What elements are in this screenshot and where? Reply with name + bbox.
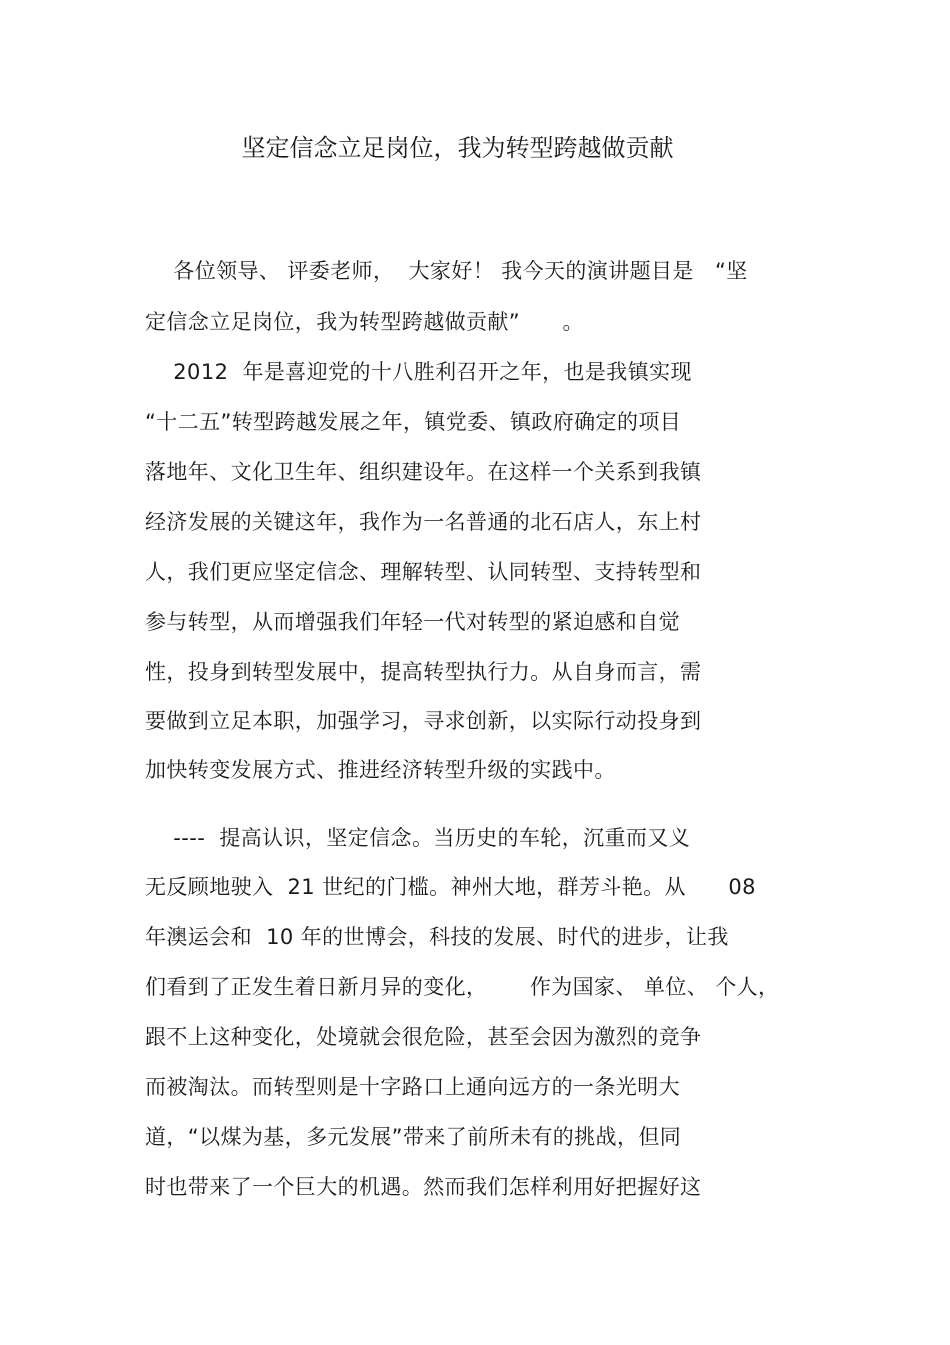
paragraph-line: 各位领导、 评委老师， 大家好！ 我今天的演讲题目是 “坚 xyxy=(145,259,748,283)
paragraph-line: 要做到立足本职，加强学习，寻求创新，以实际行动投身到 xyxy=(145,709,702,733)
paragraph-line: 加快转变发展方式、推进经济转型升级的实践中。 xyxy=(145,758,616,782)
paragraph-line: 而被淘汰。而转型则是十字路口上通向远方的一条光明大 xyxy=(145,1075,680,1099)
paragraph-line: 跟不上这种变化，处境就会很危险，甚至会因为激烈的竞争 xyxy=(145,1025,702,1049)
paragraph-line: 们看到了正发生着日新月异的变化， 作为国家、 单位、 个人， xyxy=(145,975,780,999)
paragraph-line: 人，我们更应坚定信念、理解转型、认同转型、支持转型和 xyxy=(145,560,702,584)
paragraph-line: ---- 提高认识，坚定信念。当历史的车轮，沉重而又义 xyxy=(145,826,691,850)
paragraph-line: 无反顾地驶入 21 世纪的门槛。神州大地，群芳斗艳。从 08 xyxy=(145,875,756,899)
paragraph-line: 定信念立足岗位，我为转型跨越做贡献” 。 xyxy=(145,310,584,334)
paragraph-line: 性，投身到转型发展中，提高转型执行力。从自身而言，需 xyxy=(145,660,702,684)
paragraph-line: “十二五”转型跨越发展之年，镇党委、镇政府确定的项目 xyxy=(145,410,682,434)
paragraph-line: 年澳运会和 10 年的世博会，科技的发展、时代的进步，让我 xyxy=(145,925,729,949)
paragraph-line: 道，“以煤为基，多元发展”带来了前所未有的挑战，但同 xyxy=(145,1125,682,1149)
document-title: 坚定信念立足岗位，我为转型跨越做贡献 xyxy=(241,134,674,162)
paragraph-line: 落地年、文化卫生年、组织建设年。在这样一个关系到我镇 xyxy=(145,460,702,484)
paragraph-line: 2012 年是喜迎党的十八胜利召开之年，也是我镇实现 xyxy=(145,360,692,384)
paragraph-line: 参与转型，从而增强我们年轻一代对转型的紧迫感和自觉 xyxy=(145,610,680,634)
paragraph-line: 经济发展的关键这年，我作为一名普通的北石店人，东上村 xyxy=(145,510,702,534)
paragraph-line: 时也带来了一个巨大的机遇。然而我们怎样利用好把握好这 xyxy=(145,1175,702,1199)
